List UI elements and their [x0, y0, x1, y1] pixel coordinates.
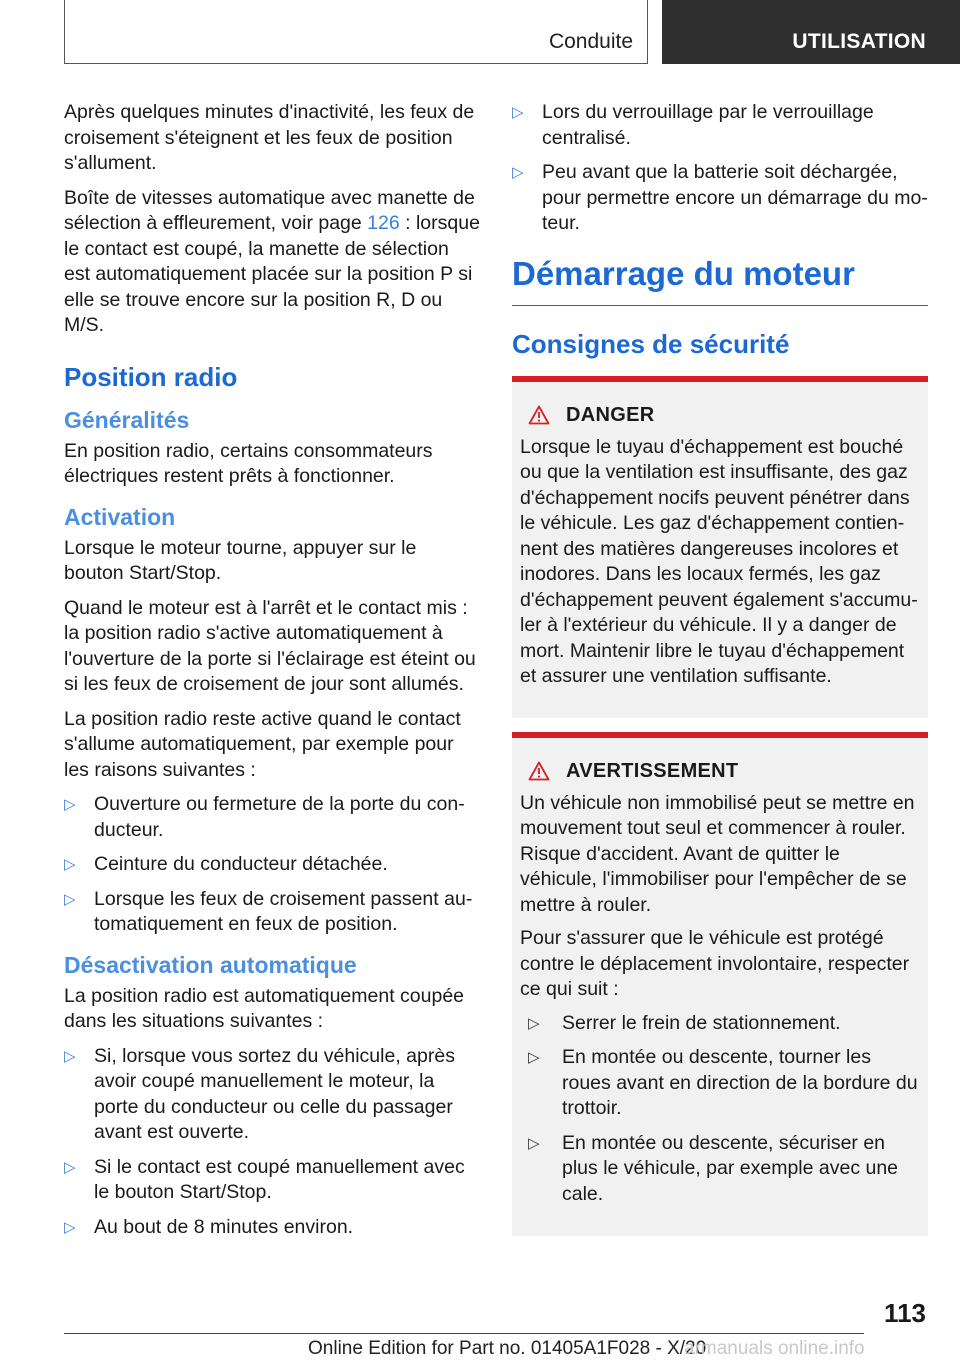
- page-link[interactable]: 126: [367, 212, 400, 234]
- list-item-text: Ouverture ou fermeture de la porte du conducteur.: [94, 793, 465, 841]
- paragraph: Après quelques minutes d'inactivité, les feux de croisement s'éteignent et les feux de position s'allument.: [64, 101, 475, 174]
- left-column: [64, 100, 480, 1249]
- list-item: [512, 100, 928, 151]
- list-item-text: Peu avant que la batterie soit déchargée, pour permettre encore un démarrage du moteur.: [542, 161, 928, 234]
- footer-edition: Online Edition for Part no. 01405A1F028 - X/20: [308, 1338, 707, 1359]
- triangle-bullet-icon: ▷: [528, 1014, 540, 1032]
- list-item: [528, 1045, 920, 1122]
- chapter-title: UTILISATION: [792, 30, 926, 53]
- warning-title-row: [520, 760, 920, 783]
- list-item-text: Si le contact est coupé manuellement avec le bouton Start/Stop.: [94, 1155, 465, 1203]
- text: Boîte de vitesses automatique avec manette de sélection à effleurement, voir page: [64, 186, 475, 234]
- list-item-text: Au bout de 8 minutes environ.: [94, 1215, 354, 1238]
- paragraph: Lorsque le moteur tourne, appuyer sur le bouton Start/Stop.: [64, 536, 417, 584]
- list-item: [512, 160, 928, 237]
- paragraph: Quand le moteur est à l'arrêt et le contact mis : la position radio s'active automatiquement à l'ouverture de la porte si l'éclairage est éteint ou si les feux de croisement de jour sont allumés.: [64, 596, 476, 695]
- triangle-bullet-icon: ▷: [64, 856, 76, 873]
- heading-safety: Consignes de sécurité: [512, 328, 790, 359]
- heading-general: Généralités: [64, 406, 190, 433]
- triangle-bullet-icon: ▷: [64, 1218, 76, 1236]
- list-item: [64, 887, 480, 938]
- paragraph: La position radio est automatiquement coupée dans les situations suivantes :: [64, 984, 465, 1032]
- triangle-bullet-icon: ▷: [512, 164, 524, 181]
- page-number: 113: [884, 1298, 926, 1328]
- warning-triangle-icon: [528, 761, 550, 781]
- paragraph: La position radio reste active quand le contact s'allume automatiquement, par exemple pour les raisons suivantes :: [64, 707, 461, 781]
- heading-position-radio: Position radio: [64, 361, 238, 392]
- list-item-text: Serrer le frein de stationnement.: [562, 1011, 841, 1034]
- list-item-text: Lorsque les feux de croisement passent automatiquement en feux de position.: [94, 887, 473, 935]
- triangle-bullet-icon: ▷: [64, 796, 76, 813]
- list-item-text: Lors du verrouillage par le verrouillage centralisé.: [542, 101, 874, 149]
- warning-box: [512, 732, 928, 1237]
- list-item-text: En montée ou descente, tourner les roues avant en direction de la bordure du trottoir.: [562, 1046, 918, 1119]
- list-item: [528, 1131, 920, 1208]
- triangle-bullet-icon: ▷: [64, 890, 76, 908]
- warning-text: Pour s'assurer que le véhicule est protégé contre le déplacement involontaire, respecter ce qui suit :: [520, 927, 910, 1000]
- heading-auto-deactivation: Désactivation automatique: [64, 951, 357, 978]
- chapter-tab[interactable]: [662, 0, 960, 64]
- warning-text: Un véhicule non immobilisé peut se mettre en mouvement tout seul et commencer à rouler. Risque d'accident. Avant de quitter le véhicule, l'immobiliser pour l'empêcher de se mettre à rouler.: [520, 791, 915, 916]
- paragraph-with-link: [64, 186, 480, 339]
- footer-divider: [64, 1333, 864, 1334]
- list-item: [64, 1044, 480, 1146]
- text: : lorsque le contact est coupé, la manette de sélection est automatiquement placée sur la position P si elle se trouve encore sur la position R, D ou M/S.: [64, 212, 480, 336]
- triangle-bullet-icon: ▷: [512, 104, 524, 121]
- section-title: Conduite: [548, 30, 633, 53]
- warning-list: [520, 1011, 920, 1208]
- list-item: [64, 792, 480, 843]
- warning-title: AVERTISSEMENT: [566, 759, 739, 782]
- header-section-box: [64, 0, 648, 64]
- right-column: [512, 100, 928, 1250]
- triangle-bullet-icon: ▷: [64, 1047, 76, 1065]
- heading-activation: Activation: [64, 503, 176, 530]
- list-item: [64, 1155, 480, 1206]
- warning-triangle-icon: [528, 405, 550, 425]
- danger-box: [512, 376, 928, 718]
- continued-list: [512, 100, 928, 237]
- danger-title: DANGER: [566, 403, 655, 426]
- list-item-text: Ceinture du conducteur détachée.: [94, 853, 388, 875]
- activation-list: [64, 792, 480, 938]
- deactivation-list: [64, 1044, 480, 1241]
- watermark: armanuals online.info: [684, 1338, 865, 1359]
- paragraph: En position radio, certains consommateurs électriques restent prêts à fonctionner.: [64, 439, 433, 487]
- list-item: [528, 1011, 920, 1037]
- danger-title-row: [520, 404, 920, 427]
- list-item: [64, 1215, 480, 1241]
- triangle-bullet-icon: ▷: [64, 1158, 76, 1176]
- list-item-text: En montée ou descente, sécuriser en plus le véhicule, par exemple avec une cale.: [562, 1131, 899, 1205]
- danger-text: Lorsque le tuyau d'échappement est bouché ou que la ventilation est insuffisante, des gaz d'échappement nocifs peuvent pénétrer dans le véhicule. Les gaz d'échappement contiennent des matières dangereuses incolores et inodores. Dans les locaux fermés, les gaz d'échappement peuvent également s'accumuler à l'extérieur du véhicule. Il y a danger de mort. Maintenir libre le tuyau d'échappement et assurer une ventilation suffisante.: [520, 435, 918, 687]
- triangle-bullet-icon: ▷: [528, 1049, 540, 1066]
- list-item-text: Si, lorsque vous sortez du véhicule, après avoir coupé manuellement le moteur, la porte du conducteur ou celle du passager avant est ouverte.: [94, 1044, 455, 1143]
- heading-engine-start: Démarrage du moteur: [512, 253, 928, 306]
- list-item: [64, 852, 480, 878]
- triangle-bullet-icon: ▷: [528, 1134, 540, 1152]
